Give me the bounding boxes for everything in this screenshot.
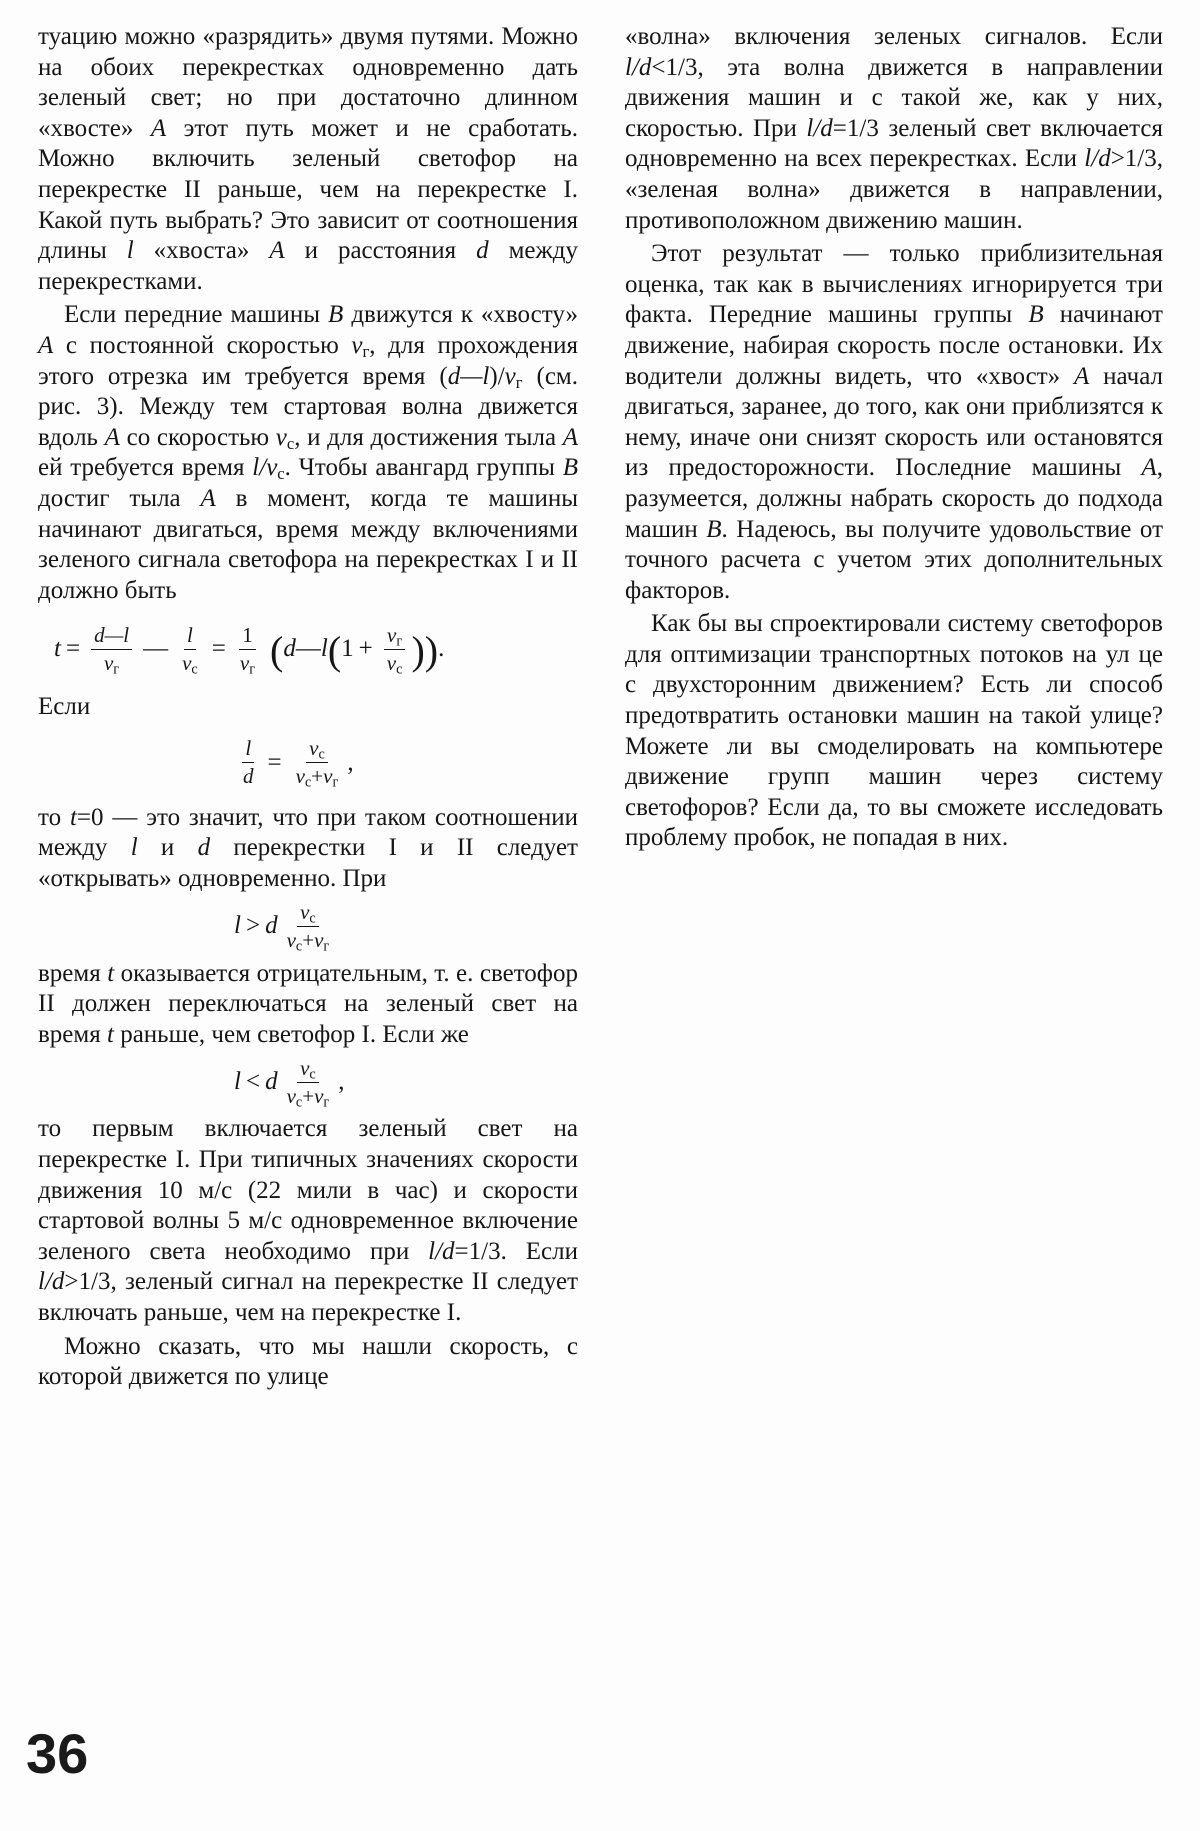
math-subscript: c [286, 433, 295, 453]
formula-lt-frac [284, 1056, 333, 1109]
formula-gt-den-b: v [314, 928, 324, 953]
math-symbol [563, 454, 578, 481]
text-run: достиг тыла [38, 484, 201, 512]
text-run: между перекрестками. [38, 237, 578, 295]
text-run: Можно сказать, что мы нашли скорость, с которой движется по улице [38, 1332, 578, 1391]
formula-t-frac2-num: l [184, 623, 196, 650]
math-symbol-base: d [476, 237, 489, 265]
text-run: начинают движение, набирая скорость после остановки. Их водители должны видеть, что «хвост» [625, 301, 1163, 390]
formula-gt-den-b-sub: г [323, 938, 330, 955]
paragraph [38, 300, 578, 606]
paragraph [38, 1332, 578, 1393]
formula-ratio-rhs [293, 736, 342, 789]
text-run: Как бы вы спроектировали систему светофоров для оптимизации транспортных потоков на ул це с двухсторонним движением? Есть ли способ предотвратить остановки машин на такой улице? Можете ли вы смоделировать на компьютере движение групп машин через систему светофоров? Если да, то вы сможете исследовать проблему пробок, не попадая в них. [625, 610, 1163, 852]
math-symbol-base: d—l [447, 362, 490, 390]
formula-ratio-rhs-den-plus: + [311, 764, 324, 789]
math-subscript: c [277, 464, 285, 484]
formula-lt-den-b: v [314, 1083, 324, 1108]
math-symbol-base: A [150, 114, 167, 142]
math-symbol-base: B [1028, 301, 1044, 329]
formula-t-frac4-num [384, 623, 405, 650]
paragraph [625, 609, 1163, 854]
text-run: , разумеется, должны набрать скорость до подхода машин [625, 454, 1163, 543]
formula-t-frac3-den-v: v [239, 650, 250, 675]
formula-gt-op: > [245, 912, 261, 940]
text-run: этот путь может и не сработать. Можно включить зеленый светофор на перекрестке II раньше, чем на перекрестке I. Какой путь выбрать? Это зависит от соотношения длины [38, 114, 579, 265]
text-run: Этот результат — только приблизительная оценка, так как в вычислениях игнорируется три факта. Передние машины группы [625, 240, 1163, 329]
formula-gt-den-plus: + [302, 928, 315, 953]
text-run: =1/3 зеленый свет включается одновременно на всех перекрестках. Если [625, 114, 1163, 173]
formula-t-period: . [438, 634, 445, 662]
formula-t-frac4-den-sub: c [396, 661, 403, 678]
math-symbol-base: A [562, 423, 579, 451]
math-symbol-base: l/v [252, 454, 278, 482]
formula-t-frac2-den-v: v [182, 650, 192, 675]
math-symbol-base: t [107, 959, 115, 987]
math-symbol-base: l [130, 834, 138, 862]
text-run: )/ [489, 362, 505, 390]
text-run: . Надеюсь, вы получите удовольствие от точного расчета с учетом этих дополнительных факторов. [625, 515, 1163, 604]
formula-t-frac4-den [384, 650, 406, 676]
text-run: и расстояния [284, 237, 477, 265]
formula-t-l: l [320, 634, 328, 662]
math-symbol-base: l/d [428, 1237, 455, 1265]
formula-lt-den-a: v [286, 1083, 296, 1108]
formula-t-close-parens: )) [411, 628, 439, 674]
text-run: >1/3, «зеленая волна» движется в направлении, противоположном движению машин. [625, 145, 1163, 234]
math-symbol-base: B [562, 454, 578, 482]
text-run: >1/3, зеленый сигнал на перекрестке II следует включать раньше, чем на перекрестке I. [38, 1268, 578, 1326]
formula-gt-frac [284, 900, 333, 953]
formula-gt-den-a-sub: c [295, 938, 303, 955]
formula-t-frac1 [91, 623, 132, 676]
math-symbol [38, 332, 53, 359]
math-symbol-base: A [1074, 362, 1090, 390]
text-run: перекрестки I и II следует «открывать» одновременно. При [38, 834, 578, 893]
formula-t-frac1-den-v: v [103, 650, 114, 675]
formula-ratio-lhs [240, 736, 257, 789]
math-symbol [151, 115, 166, 142]
formula-t-frac1-den [101, 650, 122, 676]
math-symbol [1028, 301, 1043, 328]
text-run: Если [38, 693, 91, 721]
formula-greater-inequality [38, 895, 578, 959]
math-symbol [276, 424, 294, 451]
math-symbol [70, 804, 77, 831]
formula-ratio-rhs-num-sub: c [318, 746, 325, 763]
text-run: время [38, 959, 108, 987]
formula-ratio-eq: = [267, 748, 282, 776]
formula-t-frac4-num-v: v [387, 622, 397, 647]
paragraph [38, 22, 578, 297]
formula-ratio-rhs-den [293, 763, 342, 789]
text-run: раньше, чем светофор I. Если же [113, 1020, 469, 1048]
formula-ratio-lhs-den: d [243, 764, 254, 789]
formula-lt-op: < [245, 1068, 261, 1096]
formula-lt-den-a-sub: c [295, 1094, 303, 1111]
formula-gt-l: l [234, 912, 241, 940]
formula-t-eq: = [65, 634, 81, 662]
math-symbol [38, 1268, 64, 1295]
math-symbol-base: d [197, 834, 211, 862]
formula-gt-num-v: v [300, 900, 310, 925]
formula-t-frac3-den [237, 650, 258, 676]
math-symbol [105, 424, 120, 451]
text-run: и [137, 834, 198, 862]
formula-ratio-equation [38, 723, 578, 803]
formula-t-frac2 [179, 623, 201, 676]
paragraph [38, 1114, 578, 1328]
text-run: Если передние машины [64, 301, 329, 329]
formula-ratio-lhs-num: l [242, 736, 254, 763]
formula-ratio-rhs-num [306, 736, 328, 763]
formula-ratio-rhs-den-a: v [295, 764, 305, 789]
formula-ratio-rhs-den-a-sub: c [304, 774, 312, 791]
math-symbol [131, 834, 138, 861]
formula-gt-den-a: v [286, 928, 296, 953]
formula-t-frac1-den-sub: г [113, 661, 120, 678]
text-run: оказывается отрицательным, т. е. светофор II должен переключаться на зеленый свет на время [38, 959, 578, 1048]
formula-lt-d: d [265, 1068, 278, 1096]
text-run: «волна» включения зеленых сигналов. Если [625, 23, 1163, 50]
text-run: то [38, 803, 70, 831]
math-symbol-base: v [351, 331, 363, 359]
formula-less-inequality [38, 1050, 578, 1114]
math-symbol [107, 1021, 114, 1048]
formula-t-minus: — [143, 634, 169, 662]
text-run: со скоростью [119, 423, 276, 451]
text-run: начал двигаться, заранее, до того, как они приблизятся к нему, иначе они снизят скорость или остановятся из предосторожности. Последние машины [625, 362, 1163, 482]
formula-t-minus2: — [295, 634, 321, 662]
math-symbol-base: B [706, 515, 722, 543]
math-symbol-base: l [126, 237, 134, 265]
formula-gt-num-sub: c [309, 910, 316, 927]
formula-gt-frac-den [284, 927, 333, 953]
math-symbol-base: l/d [1084, 145, 1111, 173]
math-symbol [428, 1238, 454, 1265]
formula-lt-den-b-sub: г [323, 1094, 330, 1111]
math-symbol [200, 485, 215, 512]
formula-t-d: d [283, 634, 296, 662]
formula-t-frac3 [237, 623, 258, 676]
math-symbol-base: t [106, 1020, 114, 1048]
math-symbol-base: v [275, 423, 287, 451]
text-run: =1/3. Если [454, 1237, 578, 1265]
text-run: «хвоста» [133, 237, 270, 265]
text-run: туацию можно «разрядить» двумя путями. Можно на обоих перекрестках одновременно дать зеленый свет; но при достаточно длинном «хвосте» [38, 23, 578, 142]
formula-lt-frac-den [284, 1083, 333, 1109]
formula-t-open-paren2: ( [327, 628, 342, 674]
math-symbol-base: A [269, 237, 285, 265]
math-symbol-base: t [69, 803, 77, 831]
math-symbol-base: A [1141, 454, 1157, 482]
math-symbol [563, 424, 578, 451]
formula-t-frac3-den-sub: г [249, 661, 256, 678]
math-symbol [198, 834, 211, 861]
math-symbol [625, 54, 651, 81]
math-symbol [1141, 454, 1156, 481]
formula-t-equation [38, 606, 578, 692]
formula-t-frac4 [384, 623, 406, 676]
text-run: с постоянной скоростью [53, 331, 352, 359]
math-symbol [806, 115, 832, 142]
paragraph [625, 239, 1163, 606]
math-symbol [1074, 363, 1089, 390]
math-subscript: г [515, 372, 523, 392]
paragraph [38, 959, 578, 1051]
math-symbol-base: A [200, 484, 216, 512]
math-symbol [252, 454, 285, 484]
formula-ratio-rhs-den-b-sub: г [332, 774, 339, 791]
text-run: =0 — это значит, что при таком соотношении между [38, 803, 578, 862]
math-symbol-base: A [104, 423, 120, 451]
math-symbol-base: B [328, 301, 344, 329]
math-subscript: г [362, 342, 370, 362]
formula-t-one: 1 [341, 634, 354, 662]
formula-t-open-paren: ( [270, 628, 284, 674]
paragraph [38, 692, 578, 723]
text-run: , и для достижения тыла [294, 423, 563, 451]
math-symbol [505, 363, 523, 390]
formula-t-frac3-num: 1 [239, 623, 256, 650]
page-number: 36 [26, 1722, 89, 1785]
paragraph [625, 22, 1163, 236]
formula-t-eq2: = [211, 634, 226, 662]
text-run: то первым включается зеленый свет на перекрестке I. При типичных значениях скорости движения 10 м/с (22 мили в час) и скорости стартовой волны 5 м/с одновременное включение зеленого света необходимо при [38, 1115, 578, 1265]
math-symbol-base: l/d [38, 1268, 65, 1296]
formula-lt-comma: , [338, 1068, 345, 1096]
text-run: ей требуется время [38, 454, 253, 482]
paragraph [38, 803, 578, 895]
right-text-column [625, 22, 1163, 854]
formula-t-frac4-den-v: v [386, 650, 397, 675]
formula-lt-num-v: v [300, 1055, 310, 1080]
math-symbol-base: A [38, 331, 54, 359]
formula-ratio-rhs-den-b: v [323, 764, 333, 789]
formula-ratio-comma: , [347, 748, 354, 776]
text-run: (см. рис. 3). Между тем стартовая волна движется вдоль [38, 362, 578, 451]
formula-t-frac1-num: d—l [91, 623, 132, 650]
left-text-column [38, 22, 578, 1393]
math-symbol [448, 363, 490, 390]
text-run: . Чтобы авангард группы [284, 454, 563, 482]
math-symbol [351, 331, 370, 362]
formula-t-frac4-num-sub: г [396, 633, 403, 650]
math-symbol [476, 237, 489, 264]
math-symbol-base: v [504, 362, 516, 390]
math-symbol [328, 301, 343, 328]
formula-lt-frac-num [297, 1056, 319, 1083]
formula-t-plus: + [358, 634, 373, 662]
text-run: , для прохождения этого отрезка им требуется время ( [38, 331, 578, 390]
formula-t-lhs: t [54, 634, 61, 662]
math-symbol-base: l/d [625, 53, 652, 81]
math-symbol [127, 237, 134, 264]
formula-gt-frac-num [297, 900, 319, 927]
text-run: в момент, когда те машины начинают двигаться, время между включениями зеленого сигнала светофора на перекрестках I и II должно быть [38, 484, 578, 604]
text-run: <1/3, эта волна движется в направлении движения машин и с такой же, как у них, скоростью. При [625, 53, 1163, 142]
formula-lt-l: l [234, 1068, 241, 1096]
math-symbol [269, 237, 284, 264]
formula-lt-den-plus: + [302, 1083, 315, 1108]
formula-ratio-rhs-num-v: v [309, 736, 319, 761]
formula-t-frac2-den [179, 650, 201, 676]
formula-t-frac2-den-sub: c [191, 661, 198, 678]
formula-lt-num-sub: c [309, 1066, 316, 1083]
text-run: движутся к «хвосту» [343, 301, 578, 329]
math-symbol [706, 516, 721, 543]
math-symbol-base: l/d [806, 114, 833, 142]
math-symbol [1084, 145, 1110, 172]
formula-gt-d: d [265, 912, 278, 940]
